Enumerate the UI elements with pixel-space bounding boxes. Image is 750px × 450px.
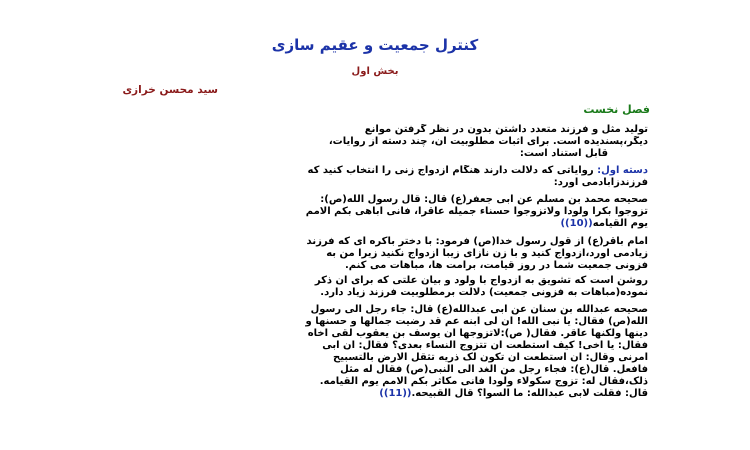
- para2-line: فزونی جمعیت شما در روز قیامت، برامت ها، مباهات می کنم.: [344, 260, 648, 271]
- hadith2-line: فافعل. قال(ع): فجاء رجل من الغد الی النبی(ص) فقال له مثل: [340, 364, 648, 375]
- hadith2-line: دینها ولکنها عاقر. فقال( ص):لاتزوجها ان یوسف بن یعقوب لقی اخاه: [307, 328, 648, 339]
- intro-paragraph: [88, 124, 648, 160]
- hadith2-line: فقال: یا اخی! کیف استطعت ان تتزوج النساء بعدی؟ فقال: ان ابی: [322, 340, 648, 351]
- hadith1-footnote-ref[interactable]: ((10)): [560, 218, 593, 229]
- hadith1-line: تزوجوا بکرا ولودا ولاتزوجوا حسناء جمیله عاقرا، فانی اباهی بکم الامم: [305, 206, 648, 217]
- document-title: کنترل جمعیت و عقیم سازی: [271, 36, 479, 54]
- group1-line2: فرزندزابادمی آورد:: [553, 177, 648, 188]
- group1-label: دسته اول:: [597, 165, 648, 176]
- hadith1-line: صحیحه محمد بن مسلم عن ابی جعفر(ع) قال: قال رسول الله(ص):: [320, 194, 648, 205]
- document-subtitle: بخش اول: [351, 66, 399, 77]
- hadith1-paragraph: [88, 194, 648, 230]
- hadith2-line: ذلک،فقال له: تزوج سکولاء ولودا فانی مکاثر بکم الامم یوم القیامه.: [319, 376, 648, 387]
- hadith2-footnote-ref[interactable]: ((11)): [379, 388, 412, 399]
- translation-paragraph: [88, 236, 648, 272]
- para3-line: نموده(مباهات به فزونی جمعیت) دلالت برمطلوبیت فرزند زیاد دارد.: [320, 287, 648, 298]
- group1-line: [88, 165, 648, 177]
- para2-line: امام باقر(ع) از قول رسول خدا(ص) فرمود: با دختر باکره ای که فرزند: [306, 236, 648, 247]
- hadith2-line: [88, 388, 648, 400]
- intro-line: تولید مثل و فرزند متعدد داشتن بدون در نظر گرفتن موانع: [364, 124, 648, 135]
- intro-line: دیگر،پسندیده است. برای اثبات مطلوبیت آن، چند دسته از روایات،: [328, 136, 648, 147]
- explanation-paragraph: [88, 275, 648, 299]
- section-heading: فصل نخست: [583, 103, 650, 116]
- group1-paragraph: [88, 165, 648, 189]
- group1-text: روایاتی که دلالت دارند هنگام ازدواج زنی را انتخاب کنید که: [307, 165, 598, 176]
- hadith2-line: الله(ص) فقال: یا نبی الله! ان لی ابنه عم قد رضیت جمالها و حسنها و: [305, 316, 648, 327]
- author-name: سید محسن خرازی: [122, 84, 218, 96]
- hadith2-line: صحیحه عبدالله بن سنان عن ابی عبدالله(ع) قال: جاء رجل الی رسول: [310, 304, 648, 315]
- para3-line: روشن است که تشویق به ازدواج با ولود و بیان علتی که برای آن ذکر: [314, 275, 648, 286]
- hadith2-line: امرنی وقال: ان استطعت ان تکون لک ذریه تثقل الارض بالتسبیح: [333, 352, 648, 363]
- hadith2-last-line: قال: فقلت لابی عبدالله: ما السوأ؟ قال القبیحه.: [411, 388, 648, 399]
- para2-line: زیادمی آورد،ازدواج کنید و با زن نازای زیبا ازدواج نکنید زیرا من به: [326, 248, 648, 259]
- intro-line: قابل استناد است:: [519, 148, 608, 159]
- hadith1-line3: یوم القیامه: [592, 218, 648, 229]
- hadith2-paragraph: [88, 304, 648, 400]
- hadith1-line: [88, 218, 648, 230]
